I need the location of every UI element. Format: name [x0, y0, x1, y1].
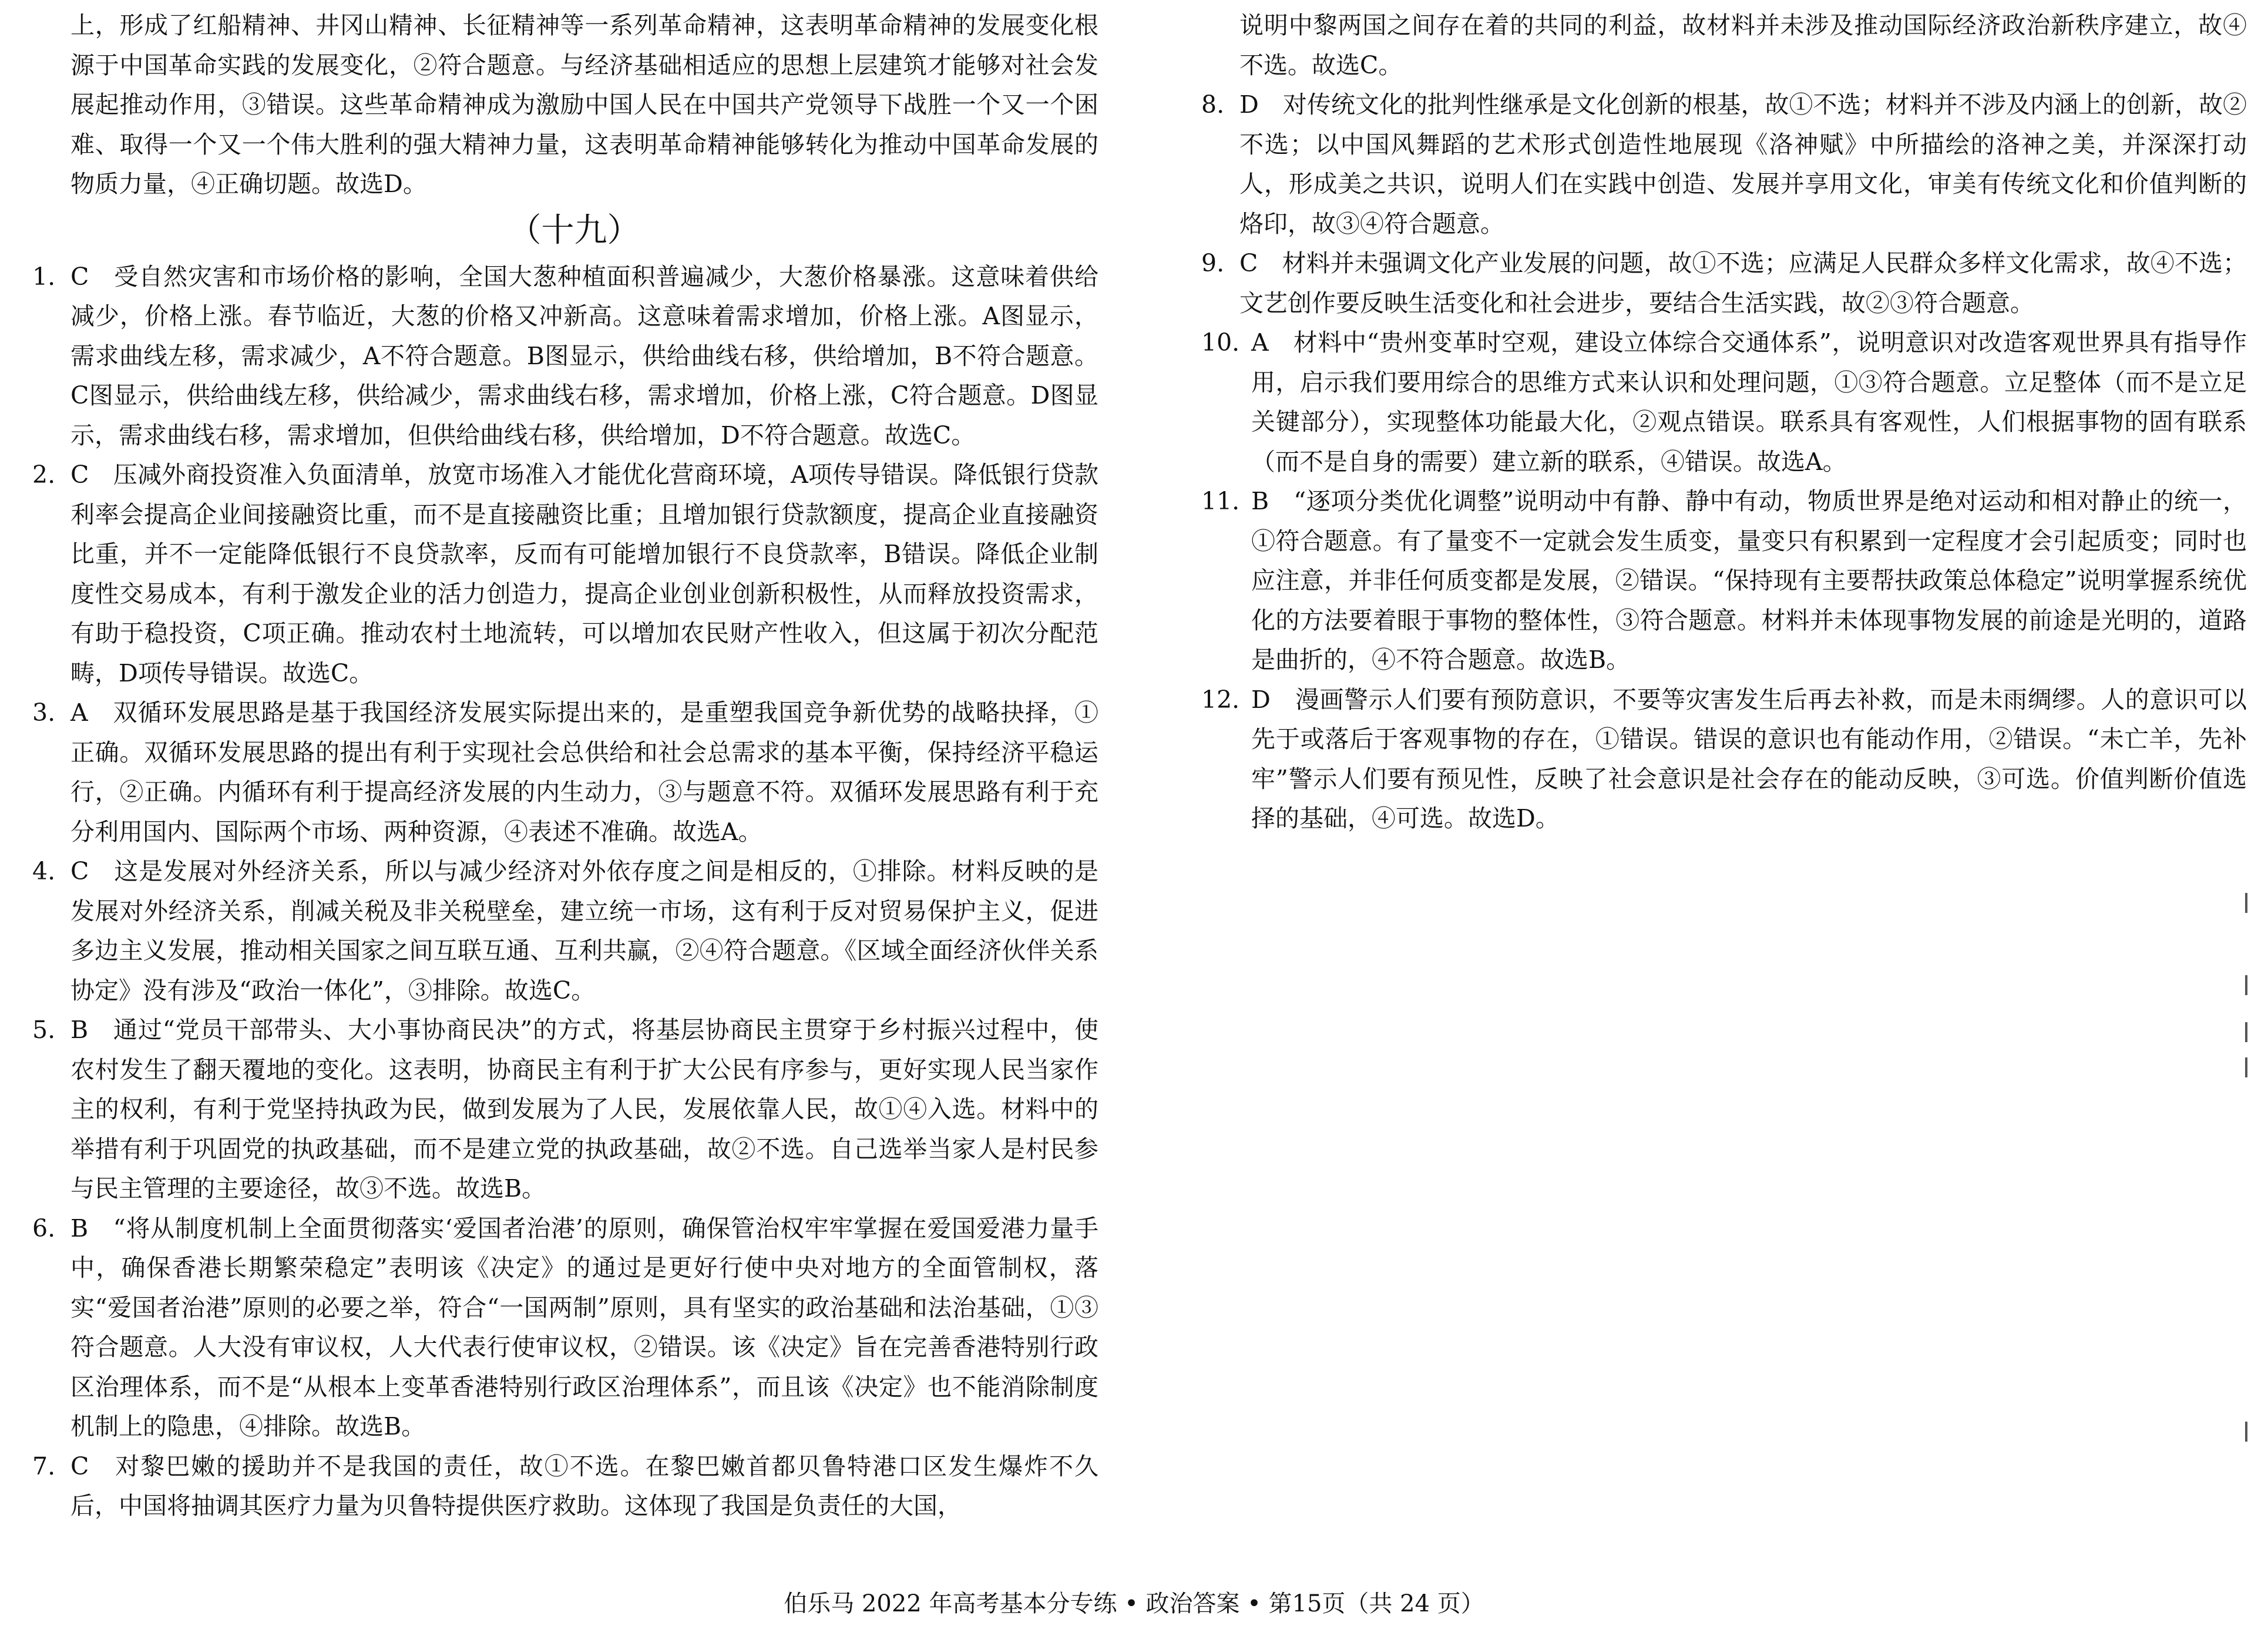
- answer-text: C 压减外商投资准入负面清单，放宽市场准入才能优化营商环境，A项传导错误。降低银行贷款利率会提高企业间接融资比重，而不是直接融资比重；且增加银行贷款额度，提高企业直接融资比重，并不一定能降低银行不良贷款率，反而有可能增加银行不良贷款率，B错误。降低企业制度性交易成本，有利于激发企业的活力创造力，提高企业创业创新积极性，从而释放投资需求，有助于稳投资，C项正确。推动农村土地流转，可以增加农民财产性收入，但这属于初次分配范畴，D项传导错误。故选C。: [70, 461, 1098, 687]
- left-column: [32, 6, 1098, 1526]
- answer-item-2: [32, 455, 1098, 693]
- answer-text: B 通过“党员干部带头、大小事协商民决”的方式，将基层协商民主贯穿于乡村振兴过程中，使农村发生了翻天覆地的变化。这表明，协商民主有利于扩大公民有序参与，更好实现人民当家作主的权利，有利于党坚持执政为民，做到发展为了人民，发展依靠人民，故①④入选。材料中的举措有利于巩固党的执政基础，而不是建立党的执政基础，故②不选。自己选举当家人是村民参与民主管理的主要途径，故③不选。故选B。: [70, 1016, 1098, 1203]
- answer-number: 2.: [32, 461, 56, 489]
- edge-mark: [2245, 893, 2247, 913]
- answer-number: 4.: [32, 857, 56, 885]
- answer-7-continuation: 说明中黎两国之间存在着的共同的利益，故材料并未涉及推动国际经济政治新秩序建立，故④不选。故选C。: [1239, 11, 2247, 79]
- answer-item-3: [32, 693, 1098, 852]
- answer-item-4: [32, 852, 1098, 1010]
- answer-number: 5.: [32, 1016, 56, 1044]
- answer-text: D 漫画警示人们要有预防意识，不要等灾害发生后再去补救，而是未雨绸缪。人的意识可以先于或落后于客观事物的存在，①错误。错误的意识也有能动作用，②错误。“未亡羊，先补牢”警示人们要有预见性，反映了社会意识是社会存在的能动反映，③可选。价值判断价值选择的基础，④可选。故选D。: [1251, 685, 2247, 832]
- section-heading: （十九）: [508, 211, 640, 250]
- answer-text: A 双循环发展思路是基于我国经济发展实际提出来的，是重塑我国竞争新优势的战略抉择，①正确。双循环发展思路的提出有利于实现社会总供给和社会总需求的基本平衡，保持经济平稳运行，②正确。内循环有利于提高经济发展的内生动力，③与题意不符。双循环发展思路有利于充分利用国内、国际两个市场、两种资源，④表述不准确。故选A。: [70, 698, 1098, 846]
- edge-mark: [2245, 1022, 2247, 1042]
- answer-text: B “逐项分类优化调整”说明动中有静、静中有动，物质世界是绝对运动和相对静止的统一，①符合题意。有了量变不一定就会发生质变，量变只有积累到一定程度才会引起质变；同时也应注意，并非任何质变都是发展，②错误。“保持现有主要帮扶政策总体稳定”说明掌握系统优化的方法要着眼于事物的整体性，③符合题意。材料并未体现事物发展的前途是光明的，道路是曲折的，④不符合题意。故选B。: [1251, 487, 2247, 674]
- answer-text: A 材料中“贵州变革时空观，建设立体综合交通体系”，说明意识对改造客观世界具有指导作用，启示我们要用综合的思维方式来认识和处理问题，①③符合题意。立足整体（而不是立足关键部分），实现整体功能最大化，②观点错误。联系具有客观性，人们根据事物的固有联系（而不是自身的需要）建立新的联系，④错误。故选A。: [1251, 328, 2247, 476]
- answer-item-12: [1201, 680, 2247, 839]
- intro-continuation: 上，形成了红船精神、井冈山精神、长征精神等一系列革命精神，这表明革命精神的发展变化根源于中国革命实践的发展变化，②符合题意。与经济基础相适应的思想上层建筑才能够对社会发展起推动作用，③错误。这些革命精神成为激励中国人民在中国共产党领导下战胜一个又一个困难、取得一个又一个伟大胜利的强大精神力量，这表明革命精神能够转化为推动中国革命发展的物质力量，④正确切题。故选D。: [70, 11, 1098, 198]
- answer-number: 6.: [32, 1214, 56, 1242]
- answer-item-9: [1201, 244, 2247, 323]
- right-column: [1201, 6, 2247, 839]
- edge-mark: [2245, 975, 2247, 995]
- answer-item-10: [1201, 323, 2247, 482]
- answer-item-6: [32, 1209, 1098, 1447]
- answer-text: D 对传统文化的批判性继承是文化创新的根基，故①不选；材料并不涉及内涵上的创新，故②不选；以中国风舞蹈的艺术形式创造性地展现《洛神赋》中所描绘的洛神之美，并深深打动人，形成美之共识，说明人们在实践中创造、发展并享用文化，审美有传统文化和价值判断的烙印，故③④符合题意。: [1239, 90, 2247, 238]
- answer-text: C 材料并未强调文化产业发展的问题，故①不选；应满足人民群众多样文化需求，故④不选；文艺创作要反映生活变化和社会进步，要结合生活实践，故②③符合题意。: [1239, 249, 2247, 317]
- answer-number: 8.: [1201, 90, 1225, 119]
- scan-edge-marks: [2239, 893, 2257, 1539]
- answer-number: 3.: [32, 698, 56, 727]
- page-footer: 伯乐马 2022 年高考基本分专练 • 政治答案 • 第15页（共 24 页）: [784, 1590, 1484, 1617]
- answer-text: B “将从制度机制上全面贯彻落实‘爱国者治港’的原则，确保管治权牢牢掌握在爱国爱港力量手中，确保香港长期繁荣稳定”表明该《决定》的通过是更好行使中央对地方的全面管制权，落实“爱国者治港”原则的必要之举，符合“一国两制”原则，具有坚实的政治基础和法治基础，①③符合题意。人大没有审议权，人大代表行使审议权，②错误。该《决定》旨在完善香港特别行政区治理体系，而不是“从根本上变革香港特别行政区治理体系”，而且该《决定》也不能消除制度机制上的隐患，④排除。故选B。: [70, 1214, 1098, 1440]
- answer-number: 1.: [32, 262, 56, 291]
- answer-item-7: [32, 1447, 1098, 1526]
- answer-item-5: [32, 1010, 1098, 1209]
- answer-text: C 对黎巴嫩的援助并不是我国的责任，故①不选。在黎巴嫩首都贝鲁特港口区发生爆炸不久后，中国将抽调其医疗力量为贝鲁特提供医疗救助。这体现了我国是负责任的大国，: [70, 1452, 1098, 1520]
- answer-number: 11.: [1201, 487, 1240, 515]
- edge-mark: [2245, 1422, 2247, 1442]
- answer-number: 12.: [1201, 685, 1240, 714]
- answer-item-8: [1201, 85, 2247, 244]
- answer-text: C 这是发展对外经济关系，所以与减少经济对外依存度之间是相反的，①排除。材料反映的是发展对外经济关系，削减关税及非关税壁垒，建立统一市场，这有利于反对贸易保护主义，促进多边主义发展，推动相关国家之间互联互通、互利共赢，②④符合题意。《区域全面经济伙伴关系协定》没有涉及“政治一体化”，③排除。故选C。: [70, 857, 1098, 1005]
- answer-number: 9.: [1201, 249, 1225, 277]
- answer-item-11: [1201, 482, 2247, 680]
- answer-item-1: [32, 257, 1098, 456]
- edge-mark: [2245, 1057, 2247, 1077]
- answer-number: 7.: [32, 1452, 56, 1480]
- answer-number: 10.: [1201, 328, 1240, 357]
- answer-text: C 受自然灾害和市场价格的影响，全国大葱种植面积普遍减少，大葱价格暴涨。这意味着供给减少，价格上涨。春节临近，大葱的价格又冲新高。这意味着需求增加，价格上涨。A图显示，需求曲线左移，需求减少，A不符合题意。B图显示，供给曲线右移，供给增加，B不符合题意。C图显示，供给曲线左移，供给减少，需求曲线右移，需求增加，价格上涨，C符合题意。D图显示，需求曲线右移，需求增加，但供给曲线右移，供给增加，D不符合题意。故选C。: [70, 262, 1098, 449]
